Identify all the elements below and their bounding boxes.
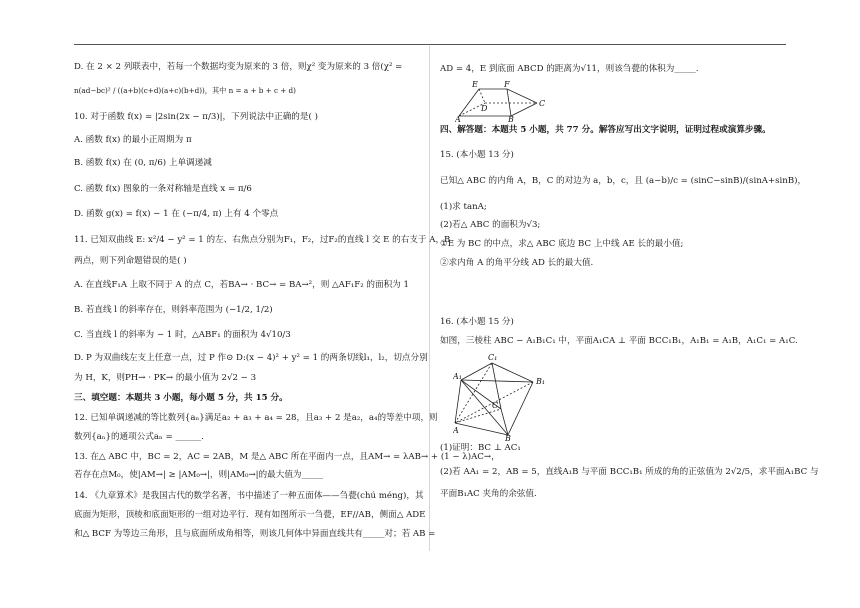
label-a: A <box>455 115 461 122</box>
q13-stem: 13. 在△ ABC 中，BC = 2，AC = 2AB，M 是△ ABC 所在平面内一点，且AM→ = λAB→ + (1 − λ)AC→， <box>74 452 500 462</box>
edge-bf <box>507 89 511 116</box>
q15-part2-sub2: ②求内角 A 的角平分线 AD 长的最大值. <box>440 258 594 268</box>
q11-option-d: D. P 为双曲线左支上任意一点，过 P 作⊙ D:(x − 4)² + y² = 1 的两条切线l₁，l₂，切点分别 <box>74 353 428 363</box>
q14-stem-cont2: 和△ BCF 为等边三角形，且与底面所成角相等，则该几何体中异面直线共有_____对；若 AB = <box>74 529 436 539</box>
edge-fc <box>507 89 537 103</box>
chi-square-formula: n(ad−bc)² / ((a+b)(c+d)(a+c)(b+d))，其中 n = a + b + c + d) <box>74 86 296 95</box>
q15-heading: 15. (本小题 13 分) <box>440 150 514 160</box>
label-a1: A₁ <box>453 372 462 381</box>
label-c: C <box>539 99 546 108</box>
q15-part2-sub1: ①E 为 BC 的中点，求△ ABC 底边 BC 上中线 AE 长的最小值; <box>440 239 684 249</box>
q9-option-d: D. 在 2 × 2 列联表中，若每一个数据均变为原来的 3 倍，则χ² 变为原来的 3 倍(χ² = <box>74 62 403 72</box>
q15-stem: 已知△ ABC 的内角 A，B，C 的对边为 a，b，c，且 (a−b)/c = (sinC−sinB)/(sinA+sinB)， <box>440 176 807 186</box>
q15-part1: (1)求 tanA; <box>440 202 487 212</box>
edge-ed <box>479 89 485 103</box>
label-b: B <box>508 115 514 122</box>
label-b: B <box>505 434 511 441</box>
label-e: E <box>472 80 478 89</box>
label-b1: B₁ <box>536 377 546 386</box>
q11-stem-cont: 两点，则下列命题错误的是( ) <box>74 256 187 266</box>
q16-heading: 16. (本小题 15 分) <box>440 317 514 327</box>
label-a: A <box>453 426 459 435</box>
q16-part2-cont: 平面B₁AC 夹角的余弦值. <box>440 489 537 499</box>
q16-part2: (2)若 AA₁ = 2，AB = 5，直线A₁B 与平面 BCC₁B₁ 所成的角的正弦值为 2√2/5，求平面A₁BC 与 <box>440 467 819 477</box>
q11-stem: 11. 已知双曲线 E: x²/4 − y² = 1 的左、右焦点分别为F₁，F₂，过F₂的直线 l 交 E 的右支于 A，B <box>74 235 451 245</box>
edge-a1c1 <box>461 363 492 380</box>
q13-stem-cont: 若存在点M₀，使|AM→| ≥ |AM₀→|，则|AM₀→|的最大值为_____ <box>74 470 323 480</box>
q14-stem-cont3: AD = 4，E 到底面 ABCD 的距离为√11，则该刍甍的体积为_____. <box>440 64 699 74</box>
prism-figure <box>453 351 553 441</box>
q15-part2: (2)若△ ABC 的面积为√3; <box>440 220 541 230</box>
q12-stem-cont: 数列{aₙ}的通项公式aₙ = ______. <box>74 432 204 442</box>
q10-option-a: A. 函数 f(x) 的最小正周期为 π <box>74 135 192 145</box>
q16-part1: (1)证明：BC ⊥ AC₁ <box>440 443 521 453</box>
q10-option-c: C. 函数 f(x) 图象的一条对称轴是直线 x = π/6 <box>74 184 252 194</box>
label-f: F <box>504 80 510 89</box>
label-c: C <box>492 401 499 410</box>
edge-c1b1 <box>492 363 533 382</box>
column-divider <box>429 46 430 551</box>
q10-stem: 10. 对于函数 f(x) = |2sin(2x − π/3)|，下列说法中正确的是( ) <box>74 112 318 122</box>
q11-option-d-cont: 为 H，K，则PH→ · PK→ 的最小值为 2√2 − 3 <box>74 373 257 383</box>
edge-ae <box>459 89 479 116</box>
q12-stem: 12. 已知单调递减的等比数列{aₙ}满足a₂ + a₃ + a₄ = 28，且a₃ + 2 是a₂，a₄的等差中项，则 <box>74 413 438 423</box>
edge-b1b <box>508 382 533 435</box>
q16-stem: 如图，三棱柱 ABC − A₁B₁C₁ 中，平面A₁CA ⊥ 平面 BCC₁B₁，A₁B₁ = A₁B，A₁C₁ = A₁C. <box>440 336 798 346</box>
edge-bc <box>511 103 537 116</box>
q11-option-a: A. 在直线F₁A 上取不同于 A 的点 C，若BA→ · BC→ = BA→²，则 △AF₁F₂ 的面积为 1 <box>74 280 409 290</box>
label-d: D <box>481 104 488 113</box>
header-rule <box>74 44 786 45</box>
q11-option-c: C. 当直线 l 的斜率为 − 1 时，△ABF₁ 的面积为 4√10/3 <box>74 330 291 340</box>
q11-option-b: B. 若直线 l 的斜率存在，则斜率范围为 (−1/2, 1/2) <box>74 305 273 315</box>
section-3-heading: 三、填空题：本题共 3 小题，每小题 5 分，共 15 分。 <box>74 393 288 403</box>
edge-ab <box>455 423 508 435</box>
chumeng-figure <box>455 76 550 122</box>
section-4-heading: 四、解答题：本题共 5 小题，共 77 分。解答应写出文字说明，证明过程或演算步骤。 <box>440 125 771 135</box>
label-c1: C₁ <box>488 353 498 362</box>
q10-option-d: D. 函数 g(x) = f(x) − 1 在 (−π/4, π) 上有 4 个零点 <box>74 209 279 219</box>
q14-stem-cont1: 底面为矩形，顶棱和底面矩形的一组对边平行．现有如图所示一刍甍，EF//AB，侧面△ ADE <box>74 510 426 520</box>
edge-a1a <box>455 380 461 423</box>
q14-stem: 14. 《九章算术》是我国古代的数学名著，书中描述了一种五面体——刍甍(chú méng)，其 <box>74 491 424 501</box>
q10-option-b: B. 函数 f(x) 在 (0, π/6) 上单调递减 <box>74 158 212 168</box>
edge-a1b1 <box>461 380 533 382</box>
